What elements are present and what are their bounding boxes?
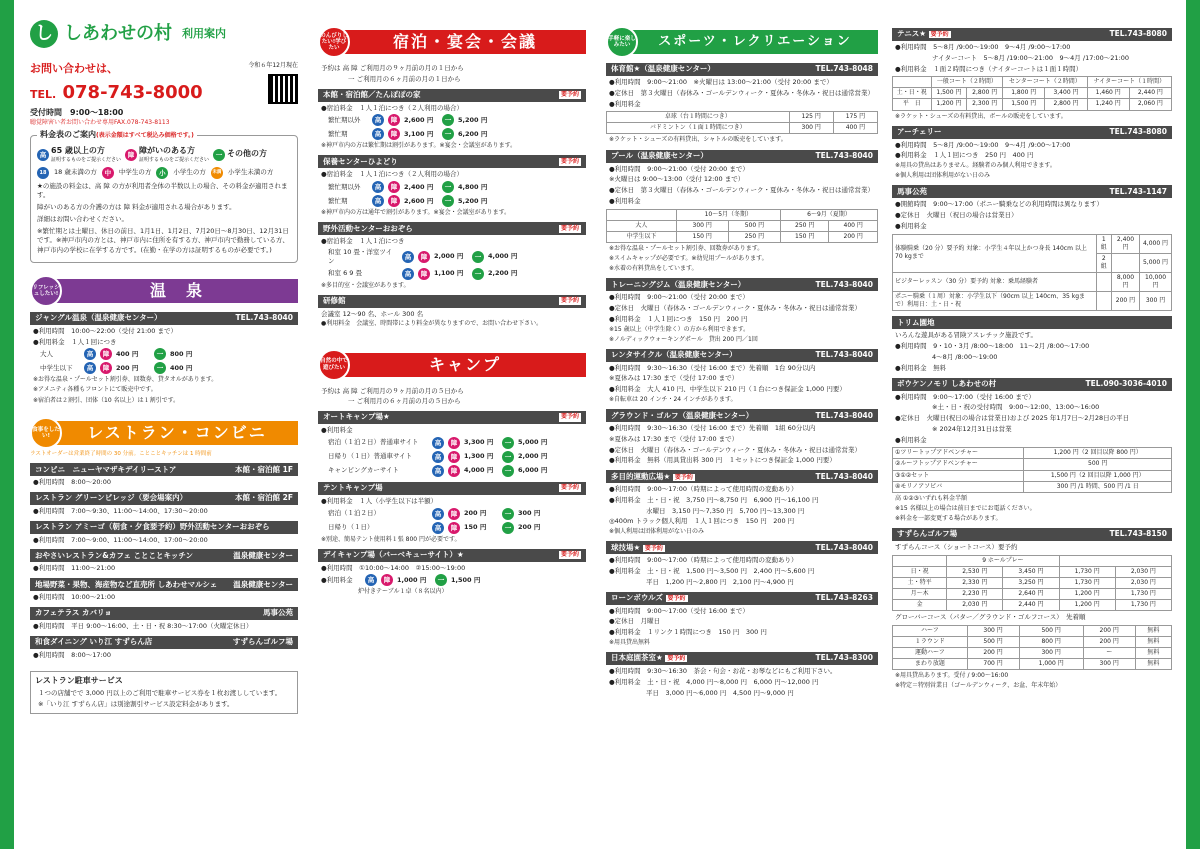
fee-type-list [37,146,291,164]
tel-prefix: TEL. [30,87,57,101]
golf-course-label: すずらんコース（ショートコース）要予約 [895,542,1018,551]
info-line: ●利用時間 9:00～17:00（受付 16:00 まで） [609,606,749,615]
info-line: ※ 2024年12月31日は営業 [932,424,1012,433]
golf-fee-table: 9 ホールプレー 日・祝 2,530 円 3,450 円 1,730 円 2,030 円 土・特平 2,330 円 3,250 円 1,730 円 2,030 円 月～木 2,230 円 2,640 円 1,200 円 1,730 円 金 2,030 円 2,440 円 1,200 円 1,730 円 [892,555,1172,611]
parking-line: ※「いり江 すずらん店」は別途割引サービス設定料金があります。 [38,699,234,708]
note: ※お得な温泉・プールセット割引券、回数券、貸タオルがあります。 [33,376,218,384]
lawn-bowls-header: ローンボウルズ 要予約 TEL.743-8263 [606,592,878,605]
info-line: ※火曜日は 9:00～13:00（受付 12:00 まで） [609,175,745,184]
column-2 [318,0,586,849]
info-line: 平日 1,200 円～2,800 円 2,100 円～4,900 円 [646,577,794,586]
note: ※15 名様以上の場合は前日までにお電話ください。 [895,504,1036,512]
parking-service [30,671,298,713]
note: ※ラケット・シューズの有料貸出、ボールの販売をしています。 [895,112,1067,120]
info-line: ●利用時間 9:00～17:00（時期によって使用時間の変動あり） [609,485,798,494]
fee-type-senior: 高 65 歳以上の方 証明するものをご提示ください [37,146,121,164]
golf-course-label: グローバーコース（パター／グラウンド・ゴルフコース） 先着順 [895,613,1086,622]
info-line: ●利用料金 土・日・祝 1,500 円～3,500 円 2,400 円～5,600 円 [609,567,815,576]
info-line: ●利用時間 9・10・3月 /8:00～18:00 11～2月 /8:00～17:00 [895,342,1090,351]
info-line: ●定休日 火曜日(祝日の場合は営業日)および 2025 年1月7日～2月28日の平日 [895,414,1130,423]
column-4 [892,0,1172,849]
logo [30,20,298,48]
info-line: ※土・日・祝の受付時間 9:00～12:00、13:00～16:00 [932,403,1100,412]
info-line: ●開館時間 9:00～17:00（ポニー騎乗などの利用時間は異なります） [895,200,1103,209]
equestrian-header: 馬事公苑 TEL.743-1147 [892,185,1172,198]
info-line: ●利用時間 5～8月 /9:00～19:00 9～4月 /9:00～17:00 [895,43,1071,51]
note: 炉付きテーブル１卓（８名以内） [358,588,448,596]
fee-line: ●利用料金 １人１回につき [33,337,117,346]
column-3 [606,0,878,849]
golf-header: すずらんゴルフ場 TEL.743-8150 [892,528,1172,541]
reserve-note: 一 ご利用月の６ヶ月前の月の５日から [348,397,461,406]
note: ※スイムキャップが必要です。※幼児用プールがあります。 [609,255,768,263]
reserve-note: 一 ご利用月の６ヶ月前の月の１日から [348,74,461,83]
sports-title: スポーツ・レクリエーション [632,30,878,54]
parking-title: レストラン駐車サービス [35,676,123,686]
note: ※用具貸出無料 [609,638,651,646]
info-line: ●利用時間 9:30～16:30（受付 16:00 まで）先着順 1組 60分以内 [609,424,816,433]
sports-circle: 手軽に楽しみたい [606,26,638,58]
main-tel[interactable] [30,81,203,105]
info-line: ●利用料金 大人 410 円、中学生以下 210 円（１台につき保証金 1,000 円要） [609,385,846,394]
info-line: ●定休日 火曜日（祝日の場合は営業日） [895,211,1018,220]
kids-type-list: 18 18 歳未満の方 中 中学生の方 小 小学生の方 未満 小学生未満の方 [37,167,291,179]
elementary-badge: 小 [156,167,168,179]
hours-line: ●利用時間 10:00～22:00（受付 21:00 まで） [33,326,177,335]
note: ※水着の有料貸出をしています。 [609,265,698,273]
fee-line: ●宿泊料金 １人１泊につき（２人利用の場合） [321,170,464,179]
fee-type-disabled: 障 障がいのある方 証明するものをご提示ください [125,146,209,164]
price-row: 中学生以下 高 障 200 円 一 400 円 [40,363,193,373]
restaurant-header: レストラン アミーゴ（朝食・夕食要予約）野外活動センターおおぞら [30,521,298,534]
reception-hours: 受付時間 9:00～18:00 [30,108,124,118]
info-line: ●利用時間 9:00～21:00（受付 20:00 まで） [609,293,749,302]
fee-guide-title: 料金表のご案内(表示金額はすべて税込み価格です。) [37,130,197,141]
note: ※ノルディックウォーキングポール 貸出 200 円／1回 [609,335,758,343]
price-row: 繁忙期 高 障 2,600 円 一 5,200 円 [328,196,488,206]
price-row: 日帰り（１日） 高 障 150 円 一 200 円 [328,523,541,532]
note: ※料金を一部変更する場合があります。 [895,514,1002,522]
lodging-circle: のんびりしたい!学びたい [318,26,350,58]
note: ※個人利用は団体利用がない日のみ [895,172,991,180]
restaurant-circle: 食事をしたい! [30,417,62,449]
info-line: ナイターコート 5～8月 /19:00～21:00 9～4月 /17:00～21:00 [932,53,1130,62]
tel-number: 078-743-8000 [62,81,203,103]
pool-header: プール（温泉健康センター） TEL.743-8040 [606,150,878,163]
info-line: ※夏休みは 17:30 まで（受付 17:00 まで） [609,434,739,443]
fee-line: ●利用料金 [321,426,353,435]
tea-house-header: 日本庭園茶室★ 要予約 TEL.743-8300 [606,652,878,665]
auto-camp-header: オートキャンプ場★ 要予約 [318,411,586,424]
info-line: ●定休日 月曜日 [609,617,661,626]
qr-code[interactable] [268,74,298,104]
hiyodori-header: 保養センターひよどり 要予約 [318,155,586,168]
logo-text: しあわせの村 [64,22,172,44]
onsen-title: 温 泉 [56,279,298,303]
camp-title: キャンプ [344,353,586,377]
info-line: ●利用料金 １面２時間につき（ナイターコートは１面１時間） [895,64,1083,73]
price-row: キャンピングカーサイト 高 障 4,000 円 一 6,000 円 [328,466,548,475]
hours-line: ●利用時間 7:00～9:30、11:00～14:00、17:30～20:00 [33,506,208,515]
sports-banner [606,26,878,58]
fee-note: ※繁忙期とは土曜日、休日の前日、1月1日、1月2日、7月20日～8月30日、12月31日です。※神戸市内の方とは、神戸市内に住所を有する方、神戸市内で勤務している方、神戸市内の学校に在学する方です。(在勤・在学の方は証明するものが必要です。) [37,226,289,255]
under18-badge: 18 [37,167,49,179]
restaurant-note: ラストオーダーは営業終了時間の 30 分前。ことことキッチンは 1 時間前 [30,450,212,457]
info-line: ●利用料金 土・日・祝 4,000 円～8,000 円 6,000 円～12,000 円 [609,677,819,686]
info-line: ●利用料金 [895,435,927,444]
honkan-header: 本館・宿泊館／たんぽぽの家 要予約 [318,89,586,102]
note: ※お得な温泉・プールセット割引券、回数券があります。 [609,244,764,252]
info-line: いろんな遊具がある冒険アスレチック施設です。 [895,331,1038,340]
info-line: ●定休日 第３火曜日（春休み・ゴールデンウィーク・夏休み・冬休み・祝日は通常営業） [609,186,875,195]
restaurant-header: 地場野菜・果物、海産物など直売所 しあわせマルシェ 温泉健康センター [30,578,298,591]
note: ※神戸市内の方は通年で割引があります。※宴会・会議室があります。 [321,209,511,217]
restaurant-header: レストラン グリーンビレッジ（要会場案内） 本館・宿泊館 2F [30,492,298,505]
onsen-circle: リフレッシュしたい! [30,275,62,307]
trim-park-header: トリム園地 [892,316,1172,329]
parking-line: １つの店舗でで 3,000 円以上のご利用で駐車サービス券を１枚お渡ししています。 [38,689,282,698]
info-line: ●利用料金 [895,221,927,230]
info-line: ◎400m トラック個人利用 １人１回につき 150 円 200 円 [609,517,795,526]
info-line: ●利用料金 [609,196,641,205]
note: ※特定＝特別営業日（ゴールデンウィーク、お盆、年末年始） [895,682,1062,690]
info-line: ●利用料金 無料（用具貸出料 300 円 １セットにつき保証金 1,000 円要） [609,456,836,465]
logo-mark: し [30,20,58,48]
note: ※神戸市内の方は繁忙期は割引があります。※宴会・会議室があります。 [321,142,517,150]
price-row: 和室 10 畳・洋室ツイン 高 障 2,000 円 一 4,000 円 [328,248,518,265]
fee-note: ★の施設の料金は、高 障 の方が利用者全体の半数以上の場合、その料金が適用されます。 [37,181,288,200]
note: ※用具貸出あります。受付 / 9:00～16:00 [895,672,1009,680]
info-line: ●定休日 第３火曜日（春休み・ゴールデンウィーク・夏休み・冬休み・祝日は通常営業） [609,88,875,97]
hours-line: ●利用時間 10:00～21:00 [33,593,116,602]
hours-line: ●利用時間 平日 9:00～16:00、土・日・祝 8:30～17:00（火曜定休日） [33,621,253,630]
restaurant-header: コンビニ ニューヤマザキデイリーストア 本館・宿泊館 1F [30,463,298,476]
reserve-note: 予約は 高 障 ご利用月の９ヶ月前の月の５日から [321,386,464,395]
bouken-fee-table: ①ツリートップアドベンチャー 1,200 円（2 回目以降 800 円） ②ルーフトップアドベンチャー 500 円 ③①②セット 1,500 円（2 回目以降 1,000 円） ④モリノアソビバ 300 円 /1 時間、500 円 /1 日 [892,447,1172,492]
ground-golf-header: グラウンド・ゴルフ（温泉健康センター） TEL.743-8040 [606,409,878,422]
info-line: ●利用時間 9:00～17:00（受付 16:00 まで） [895,392,1035,401]
info-line: ●利用時間 9:00～21:00（受付 20:00 まで） [609,164,749,173]
fee-guide [30,130,298,263]
note: ※15 歳以上（中学生除く）の方から利用できます。 [609,325,750,333]
contact-block [30,62,298,127]
price-row: ●利用料金 高 障 1,000 円 一 1,500 円 [321,576,481,585]
note: ※アメニティ各種もフロントにて販売中です。 [33,386,157,394]
camp-circle: 自然の中で遊びたい [318,349,350,381]
price-row: 繁忙期 高 障 3,100 円 一 6,200 円 [328,129,488,139]
info-line: ●利用料金 １リンク１時間につき 150 円 300 円 [609,628,767,637]
info-line: ●定休日 火曜日（春休み・ゴールデンウィーク・夏休み・冬休み・祝日は通常営業） [609,445,862,454]
reserve-note: 予約は 高 障 ご利用月の９ヶ月前の月の１日から [321,64,464,72]
hours-line: ●利用時間 8:00～20:00 [33,478,111,487]
note: ※自転車は 20 インチ・24 インチがあります。 [609,395,737,403]
fee-line: ●宿泊料金 １人１泊につき [321,237,405,246]
as-of-date: 令和６年12月現在 [248,62,298,69]
info-line: ●利用時間 9:30～16:30 茶会・句会・お花・お琴などにもご利用下さい。 [609,666,837,675]
training-gym-header: トレーニングジム（温泉健康センター） TEL.743-8040 [606,278,878,291]
fee-line: ●利用時間 ①10:00～14:00 ②15:00～19:00 [321,563,466,572]
gym-header: 体育館★（温泉健康センター） TEL.743-8048 [606,63,878,76]
fee-line: 会議室 12～90 名、ホール 300 名 [321,309,424,318]
info-line: ※夏休みは 17:30 まで（受付 17:00 まで） [609,374,739,383]
price-row: 宿泊（１泊２日）普通車サイト 高 障 3,300 円 一 5,000 円 [328,438,548,447]
info-line: ●利用料金 １人１回につき 150 円 200 円 [609,314,748,323]
info-line: 平日 3,000 円～6,000 円 4,500 円～9,000 円 [646,688,794,697]
day-camp-header: デイキャンプ場（バーベキューサイト）★ 要予約 [318,549,586,562]
price-row: 繁忙期以外 高 障 2,600 円 一 5,200 円 [328,115,488,125]
info-line: ●利用時間 9:30～16:30（受付 16:00 まで）先着順 1台 90分以内 [609,363,816,372]
note: ※ラケット・シューズの有料貸出、シャトルの販売をしています。 [609,136,787,144]
rent-a-cycle-header: レンタサイクル（温泉健康センター） TEL.743-8040 [606,349,878,362]
tennis-fee-table: 一般コート（２時間） センターコート（２時間） ナイターコート（１時間） 土・日・祝 1,500 円 2,800 円 1,800 円 3,400 円 1,460 円 2,440 円 平 日 1,200 円 2,300 円 1,500 円 2,800 円 1,240 円 2,060 円 [892,76,1172,110]
info-line: ●利用時間 9:00～17:00（時期によって使用時間の変動あり） [609,556,798,565]
equestrian-fee-table: 体験騎乗（20 分）要予約 対象：小学生４年以上かつ身長 140cm 以上 70 kgまで 1 組 2,400 円 4,000 円 2 組 5,000 円 ビジターレッスン（30 分）要予約 対象：乗馬経験者 8,000 円 10,000 円 ポニー騎乗（１周）対象：小学生以下（90cm 以上 140cm、35 kgまで）利用日：土・日・祝 200 円 300 円 [892,234,1172,312]
pool-fee-table: 10～5月（冬期） 6～9月（夏期） 大人 300 円 500 円 250 円 400 円 中学生以下 150 円 250 円 150 円 200 円 [606,209,878,243]
fee-guide-note: (表示金額はすべて税込み価格です。) [96,132,194,140]
restaurant-header: カフェテラス カバリョ 馬事公苑 [30,607,298,620]
note: ●利用料金 会議室、時間帯により料金が異なりますので、お問い合わせ下さい。 [321,320,543,328]
price-row: 和室 6 9 畳 高 障 1,100 円 一 2,200 円 [328,269,518,278]
info-line: 4～8月 /8:00～19:00 [932,352,998,361]
restaurant-title: レストラン・コンビニ [56,421,298,445]
lodging-title: 宿泊・宴会・会議 [344,30,586,54]
info-line: ●利用料金 土・日・祝 3,750 円～8,750 円 6,900 円～16,100 円 [609,495,819,504]
note: 高 ①②③いずれも料金半額 [895,494,968,502]
fax-note: 聴覚障害い者お問い合わせ専用FAX.078-743-8113 [30,118,170,126]
fee-note: 詳細はお問い合わせください。 [37,214,128,223]
archery-header: アーチェリー TEL.743-8080 [892,126,1172,139]
note: ※宿泊者は２割引、団体（10 名以上）は１割引です。 [33,396,180,404]
fee-line: ●宿泊料金 １人１泊につき（２人利用の場合） [321,103,464,112]
gym-fee-table: 卓球（台１時間につき） 125 円 175 円 バドミントン（１面１時間につき） 300 円 400 円 [606,111,878,134]
column-1 [30,0,298,849]
note: ※別途、簡易テント使用料１張 800 円が必要です。 [321,535,461,543]
fee-line: ●利用料金 １人（小学生以下は半額） [321,496,438,505]
price-row: 宿泊（１泊２日） 高 障 200 円 一 300 円 [328,509,541,518]
note: ※多目的室・会議室があります。 [321,281,410,289]
inquiry-label: お問い合わせは、 [30,62,118,75]
bouken-header: ボウケンノモリ しあわせの村 TEL.090-3036-4010 [892,378,1172,391]
info-line: ●利用料金 [609,99,641,108]
fee-type-other: 一 その他の方 [213,149,267,161]
logo-subtitle: 利用案内 [182,26,226,40]
info-line: 水曜日 3,150 円～7,350 円 5,700 円～13,300 円 [646,506,805,515]
fee-note: 障がいのある方の介護の方は 障 料金が適用される場合があります。 [37,203,236,212]
junior-high-badge: 中 [102,167,114,179]
info-line: ●利用時間 9:00～21:00 ※火曜日は 13:00～21:00（受付 20:00 まで） [609,78,833,86]
note: ※個人利用は団体利用がない日のみ [609,528,705,536]
camp-banner [318,349,586,381]
restaurant-banner [30,417,298,449]
price-row: 日帰り（１日）普通車サイト 高 障 1,300 円 一 2,000 円 [328,452,548,461]
lodging-banner [318,26,586,58]
jungle-onsen-header: ジャングル温泉（温泉健康センター） TEL.743-8040 [30,312,298,325]
info-line: ●利用料金 １人１回につき 250 円 400 円 [895,151,1034,160]
onsen-banner [30,275,298,307]
note: ※用具の貸出はありません。経験者のみ個人利用できます。 [895,162,1056,170]
restaurant-header: おやさいレストラン&カフェ ことことキッチン 温泉健康センター [30,549,298,562]
tent-camp-header: テントキャンプ場 要予約 [318,482,586,495]
info-line: ●利用料金 無料 [895,363,947,372]
price-row: 大人 高 障 400 円 一 800 円 [40,349,193,359]
price-row: 繁忙期以外 高 障 2,400 円 一 4,800 円 [328,182,488,192]
info-line: ●定休日 火曜日（春休み・ゴールデンウィーク・夏休み・冬休み・祝日は通常営業） [609,303,862,312]
ozora-header: 野外活動センターおおぞら 要予約 [318,222,586,235]
tennis-header: テニス★ 要予約 TEL.743-8080 [892,28,1172,41]
hours-line: ●利用時間 8:00～17:00 [33,650,111,659]
hours-line: ●利用時間 7:00～9:00、11:00～14:00、17:00～20:00 [33,535,208,544]
ballpark-header: 球技場★ 要予約 TEL.743-8040 [606,541,878,554]
info-line: ●利用時間 5～8月 /9:00～19:00 9～4月 /9:00～17:00 [895,140,1071,149]
preschool-badge: 未満 [211,167,223,179]
kenshukan-header: 研修館 要予約 [318,295,586,308]
hours-line: ●利用時間 11:00～21:00 [33,564,116,573]
multipurpose-field-header: 多目的運動広場★ 要予約 TEL.743-8040 [606,470,878,483]
glover-fee-table: ハーフ 300 円 500 円 200 円 無料 １ラウンド 500 円 800 円 200 円 無料 運動ハーフ 200 円 300 円 ー 無料 まわり放題 700 円 1,000 円 300 円 無料 [892,625,1172,670]
restaurant-header: 和食ダイニング いり江 すずらん店 すずらんゴルフ場 [30,636,298,649]
